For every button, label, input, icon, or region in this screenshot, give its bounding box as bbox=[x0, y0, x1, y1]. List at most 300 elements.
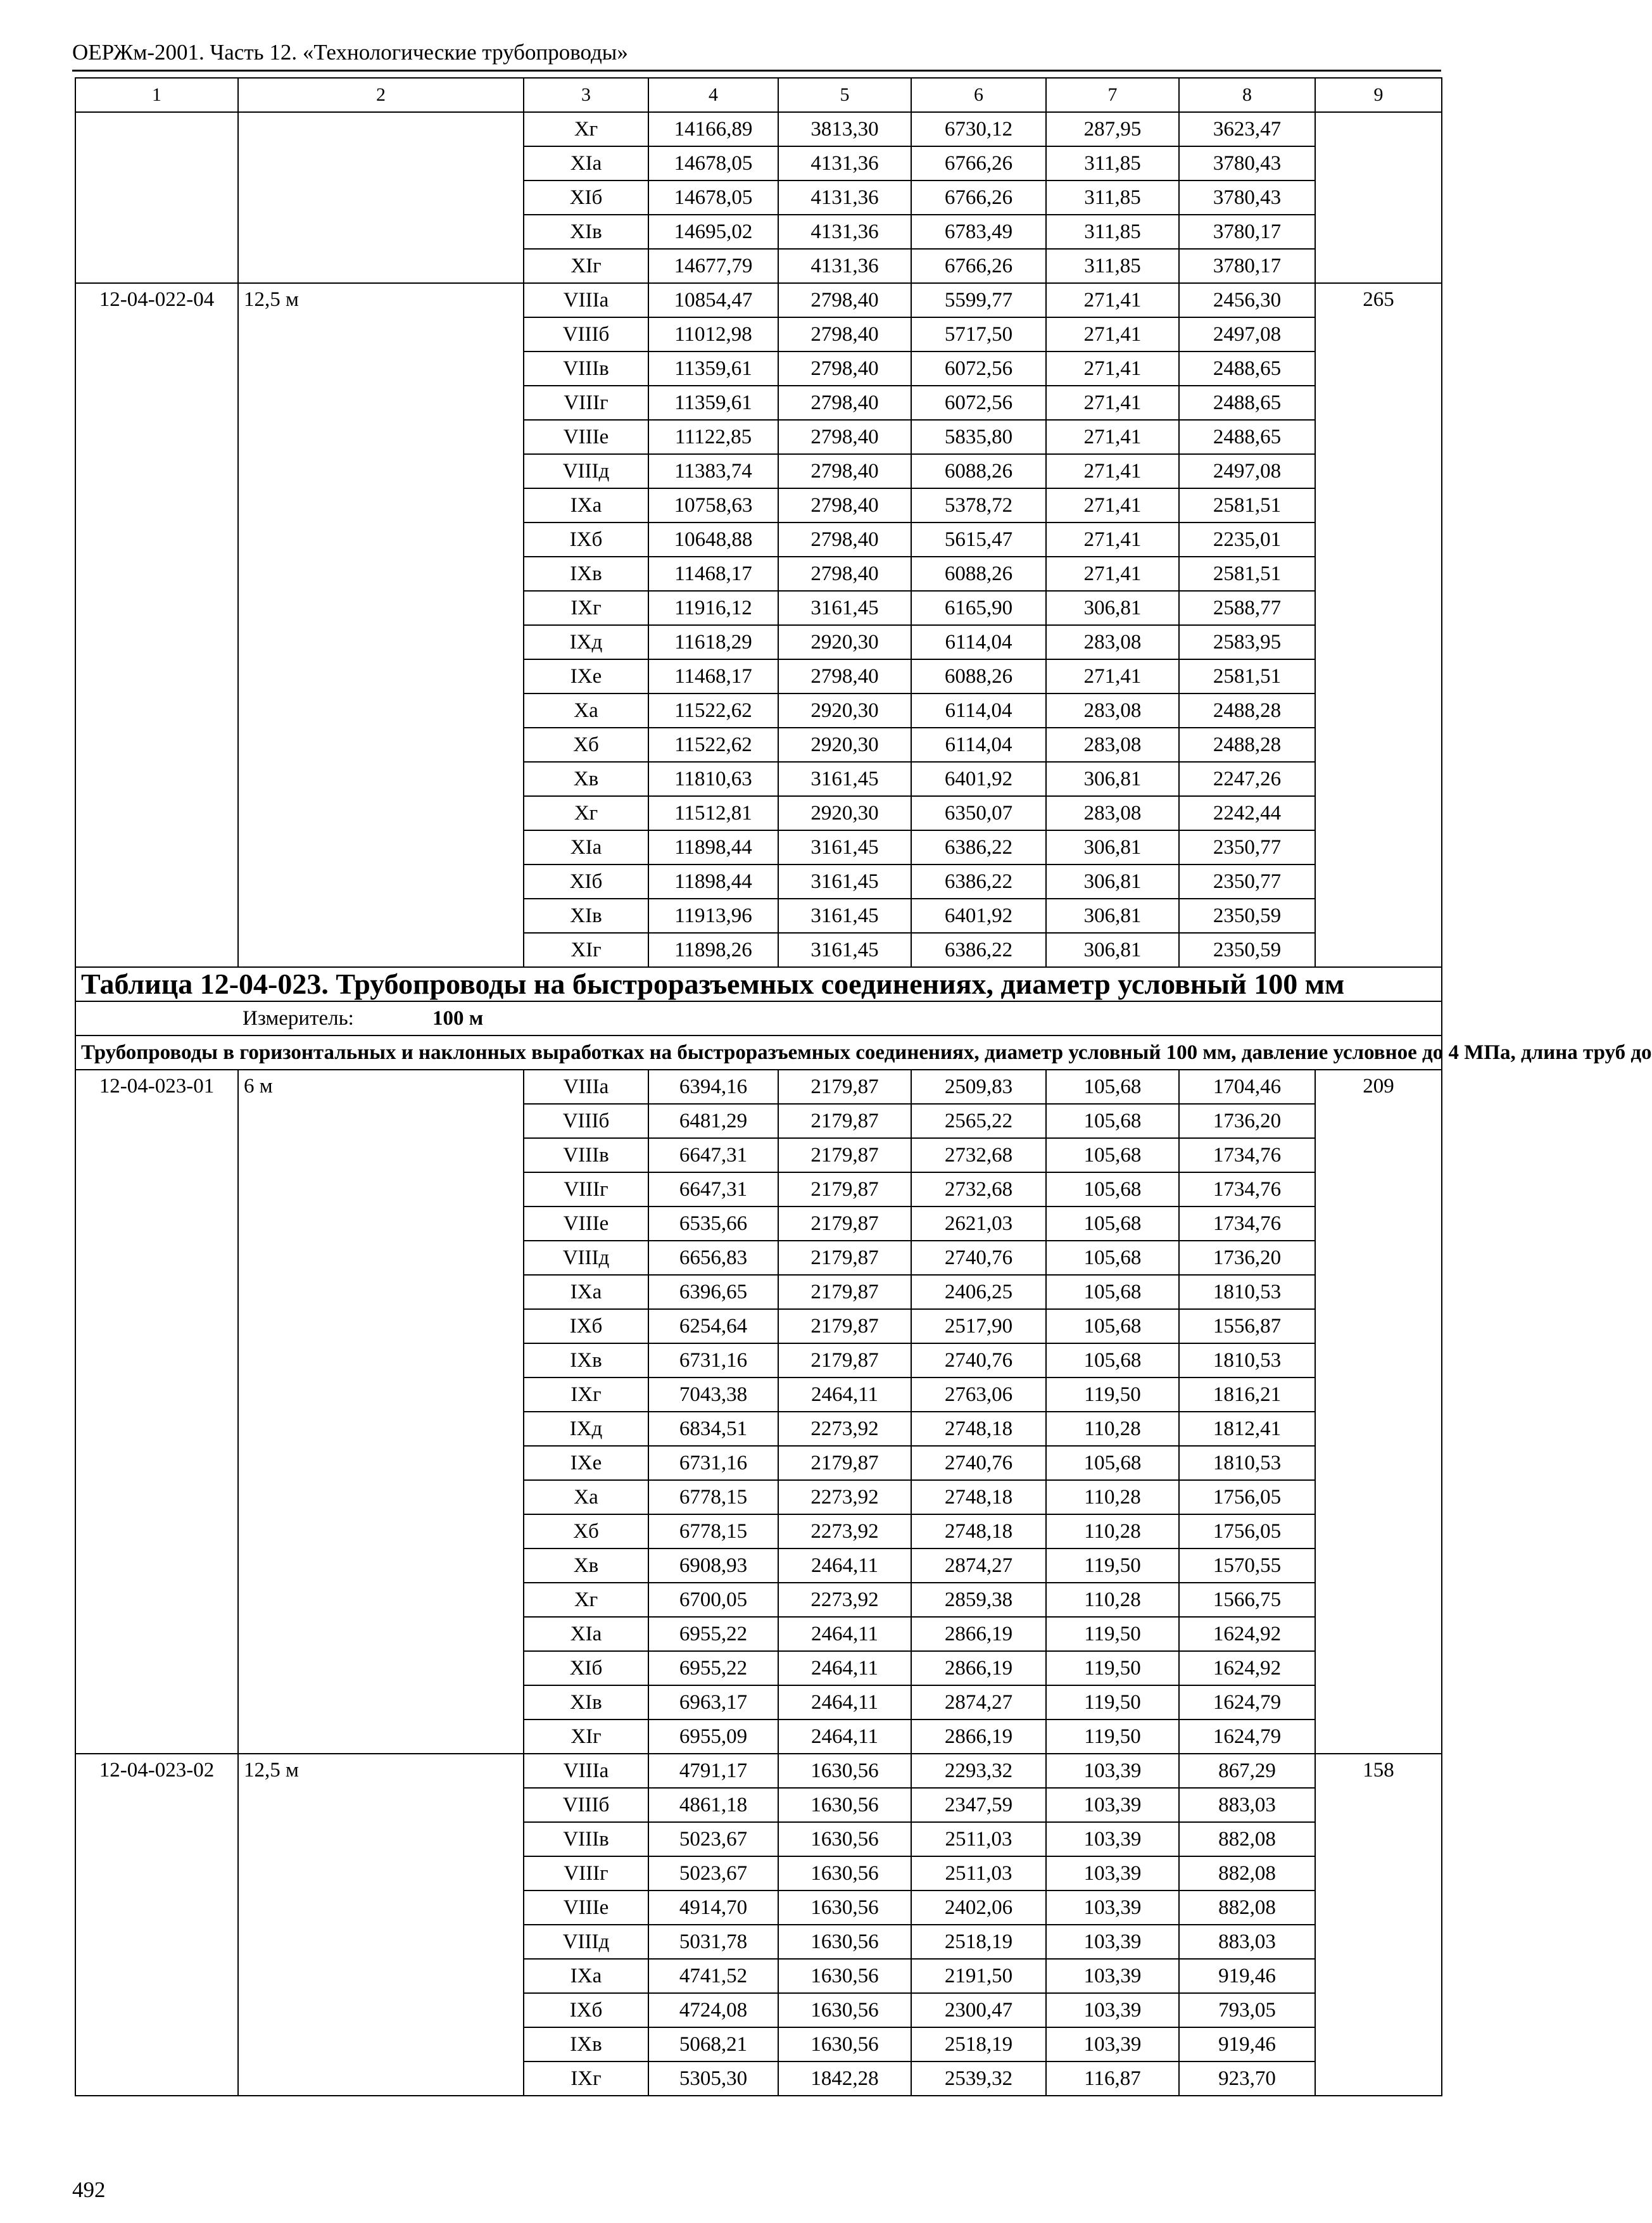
value-cell: 4131,36 bbox=[778, 146, 911, 180]
region-cell: IXа bbox=[524, 488, 648, 522]
value-cell: 2748,18 bbox=[911, 1514, 1046, 1548]
value-cell: 2179,87 bbox=[778, 1138, 911, 1172]
section-heading-row bbox=[75, 1036, 1442, 1070]
value-cell: 283,08 bbox=[1046, 625, 1179, 659]
region-cell: XIа bbox=[524, 146, 648, 180]
value-cell: 2866,19 bbox=[911, 1651, 1046, 1685]
region-cell: IXб bbox=[524, 522, 648, 557]
value-cell: 2179,87 bbox=[778, 1206, 911, 1241]
value-cell: 3780,43 bbox=[1179, 180, 1315, 215]
value-cell: 105,68 bbox=[1046, 1309, 1179, 1343]
value-cell: 2488,65 bbox=[1179, 386, 1315, 420]
region-cell: XIб bbox=[524, 1651, 648, 1685]
value-cell: 6394,16 bbox=[648, 1070, 778, 1104]
region-cell: IXд bbox=[524, 1412, 648, 1446]
value-cell: 2859,38 bbox=[911, 1583, 1046, 1617]
value-cell: 2273,92 bbox=[778, 1514, 911, 1548]
region-cell: VIIIб bbox=[524, 317, 648, 352]
value-cell: 283,08 bbox=[1046, 796, 1179, 830]
region-cell: Xг bbox=[524, 1583, 648, 1617]
region-cell: XIв bbox=[524, 215, 648, 249]
value-cell: 6730,12 bbox=[911, 112, 1046, 146]
value-cell: 5378,72 bbox=[911, 488, 1046, 522]
value-cell: 110,28 bbox=[1046, 1412, 1179, 1446]
value-cell: 2464,11 bbox=[778, 1378, 911, 1412]
value-cell: 6072,56 bbox=[911, 352, 1046, 386]
value-cell: 2497,08 bbox=[1179, 317, 1315, 352]
value-cell: 883,03 bbox=[1179, 1925, 1315, 1959]
value-cell: 2179,87 bbox=[778, 1275, 911, 1309]
value-cell: 306,81 bbox=[1046, 830, 1179, 864]
value-cell: 883,03 bbox=[1179, 1788, 1315, 1822]
value-cell: 311,85 bbox=[1046, 215, 1179, 249]
value-cell: 2488,28 bbox=[1179, 694, 1315, 728]
value-cell: 2866,19 bbox=[911, 1720, 1046, 1754]
value-cell: 306,81 bbox=[1046, 762, 1179, 796]
value-cell: 6401,92 bbox=[911, 762, 1046, 796]
value-cell: 1566,75 bbox=[1179, 1583, 1315, 1617]
value-cell: 867,29 bbox=[1179, 1754, 1315, 1788]
value-cell: 2748,18 bbox=[911, 1412, 1046, 1446]
value-cell: 2511,03 bbox=[911, 1856, 1046, 1890]
value-cell: 2581,51 bbox=[1179, 488, 1315, 522]
column-number: 1 bbox=[75, 78, 238, 112]
region-cell: XIв bbox=[524, 899, 648, 933]
region-cell: XIб bbox=[524, 180, 648, 215]
value-cell: 306,81 bbox=[1046, 933, 1179, 967]
region-cell: IXв bbox=[524, 557, 648, 591]
value-cell: 2350,59 bbox=[1179, 933, 1315, 967]
region-cell: Xб bbox=[524, 1514, 648, 1548]
value-cell: 1842,28 bbox=[778, 2062, 911, 2096]
rate-code-cell: 12-04-022-04 bbox=[75, 283, 238, 967]
value-cell: 2798,40 bbox=[778, 283, 911, 317]
value-cell: 6535,66 bbox=[648, 1206, 778, 1241]
value-cell: 2179,87 bbox=[778, 1070, 911, 1104]
value-cell: 6114,04 bbox=[911, 728, 1046, 762]
value-cell: 4791,17 bbox=[648, 1754, 778, 1788]
value-cell: 2242,44 bbox=[1179, 796, 1315, 830]
region-cell: XIа bbox=[524, 1617, 648, 1651]
rate-code-cell: 12-04-023-02 bbox=[75, 1754, 238, 2096]
region-cell: IXа bbox=[524, 1275, 648, 1309]
value-cell: 271,41 bbox=[1046, 557, 1179, 591]
value-cell: 919,46 bbox=[1179, 1959, 1315, 1993]
value-cell: 2565,22 bbox=[911, 1104, 1046, 1138]
value-cell: 11898,26 bbox=[648, 933, 778, 967]
section-heading: Трубопроводы в горизонтальных и наклонных выработках на быстроразъемных соединениях, диаметр условный 100 мм, давление условное до 4 МПа, длина труб до bbox=[75, 1036, 1442, 1070]
region-cell: VIIIв bbox=[524, 352, 648, 386]
value-cell: 1624,92 bbox=[1179, 1651, 1315, 1685]
value-cell: 306,81 bbox=[1046, 899, 1179, 933]
value-cell: 2798,40 bbox=[778, 386, 911, 420]
region-cell: Xг bbox=[524, 112, 648, 146]
value-cell: 2273,92 bbox=[778, 1480, 911, 1514]
value-cell: 2235,01 bbox=[1179, 522, 1315, 557]
value-cell: 119,50 bbox=[1046, 1617, 1179, 1651]
column-number: 6 bbox=[911, 78, 1046, 112]
value-cell: 119,50 bbox=[1046, 1378, 1179, 1412]
value-cell: 2179,87 bbox=[778, 1241, 911, 1275]
value-cell: 119,50 bbox=[1046, 1651, 1179, 1685]
value-cell: 2518,19 bbox=[911, 2027, 1046, 2062]
value-cell: 2456,30 bbox=[1179, 283, 1315, 317]
value-cell: 14678,05 bbox=[648, 146, 778, 180]
region-cell: XIг bbox=[524, 249, 648, 283]
table-row bbox=[75, 112, 1442, 146]
value-cell: 6401,92 bbox=[911, 899, 1046, 933]
region-cell: VIIIд bbox=[524, 1241, 648, 1275]
value-cell: 6955,09 bbox=[648, 1720, 778, 1754]
value-cell: 110,28 bbox=[1046, 1583, 1179, 1617]
value-cell: 2464,11 bbox=[778, 1548, 911, 1583]
value-cell: 1736,20 bbox=[1179, 1104, 1315, 1138]
value-cell: 2763,06 bbox=[911, 1378, 1046, 1412]
value-cell: 11359,61 bbox=[648, 386, 778, 420]
value-cell: 793,05 bbox=[1179, 1993, 1315, 2027]
table-title-row bbox=[75, 967, 1442, 1001]
value-cell: 10854,47 bbox=[648, 283, 778, 317]
rate-name-cell: 6 м bbox=[238, 1070, 524, 1754]
value-cell: 882,08 bbox=[1179, 1890, 1315, 1925]
value-cell: 2300,47 bbox=[911, 1993, 1046, 2027]
value-cell: 6647,31 bbox=[648, 1172, 778, 1206]
value-cell: 119,50 bbox=[1046, 1720, 1179, 1754]
value-cell: 2798,40 bbox=[778, 317, 911, 352]
value-cell: 6766,26 bbox=[911, 146, 1046, 180]
value-cell: 11359,61 bbox=[648, 352, 778, 386]
value-cell: 1734,76 bbox=[1179, 1206, 1315, 1241]
value-cell: 103,39 bbox=[1046, 1822, 1179, 1856]
table-title: Таблица 12-04-023. Трубопроводы на быстроразъемных соединениях, диаметр условный 100 мм bbox=[75, 967, 1442, 1001]
value-cell: 2511,03 bbox=[911, 1822, 1046, 1856]
value-cell: 2179,87 bbox=[778, 1343, 911, 1378]
meter-row bbox=[75, 1001, 1442, 1036]
value-cell: 3780,43 bbox=[1179, 146, 1315, 180]
value-cell: 3780,17 bbox=[1179, 249, 1315, 283]
value-cell: 6114,04 bbox=[911, 625, 1046, 659]
column-number: 9 bbox=[1315, 78, 1442, 112]
value-cell: 1624,92 bbox=[1179, 1617, 1315, 1651]
value-cell: 1736,20 bbox=[1179, 1241, 1315, 1275]
value-cell: 2247,26 bbox=[1179, 762, 1315, 796]
column-number: 5 bbox=[778, 78, 911, 112]
value-cell: 3161,45 bbox=[778, 933, 911, 967]
value-cell: 6731,16 bbox=[648, 1343, 778, 1378]
value-cell: 6783,49 bbox=[911, 215, 1046, 249]
rate-name-cell: 12,5 м bbox=[238, 283, 524, 967]
value-cell: 6778,15 bbox=[648, 1480, 778, 1514]
region-cell: IXг bbox=[524, 2062, 648, 2096]
value-cell: 6955,22 bbox=[648, 1651, 778, 1685]
value-cell: 3780,17 bbox=[1179, 215, 1315, 249]
column-number-row bbox=[75, 78, 1442, 112]
value-cell: 2798,40 bbox=[778, 522, 911, 557]
col9-cell: 209 bbox=[1315, 1070, 1442, 1754]
value-cell: 6700,05 bbox=[648, 1583, 778, 1617]
region-cell: IXг bbox=[524, 1378, 648, 1412]
value-cell: 1624,79 bbox=[1179, 1685, 1315, 1720]
value-cell: 110,28 bbox=[1046, 1480, 1179, 1514]
value-cell: 2293,32 bbox=[911, 1754, 1046, 1788]
value-cell: 11468,17 bbox=[648, 659, 778, 694]
region-cell: Xв bbox=[524, 762, 648, 796]
page-header: ОЕРЖм-2001. Часть 12. «Технологические трубопроводы» bbox=[72, 39, 1441, 72]
value-cell: 306,81 bbox=[1046, 864, 1179, 899]
value-cell: 11913,96 bbox=[648, 899, 778, 933]
value-cell: 2497,08 bbox=[1179, 454, 1315, 488]
value-cell: 1630,56 bbox=[778, 1856, 911, 1890]
value-cell: 287,95 bbox=[1046, 112, 1179, 146]
value-cell: 2920,30 bbox=[778, 796, 911, 830]
value-cell: 1630,56 bbox=[778, 1993, 911, 2027]
value-cell: 11122,85 bbox=[648, 420, 778, 454]
value-cell: 6386,22 bbox=[911, 830, 1046, 864]
value-cell: 2798,40 bbox=[778, 659, 911, 694]
value-cell: 271,41 bbox=[1046, 454, 1179, 488]
region-cell: IXе bbox=[524, 1446, 648, 1480]
value-cell: 103,39 bbox=[1046, 1754, 1179, 1788]
column-number: 2 bbox=[238, 78, 524, 112]
value-cell: 4131,36 bbox=[778, 180, 911, 215]
value-cell: 2464,11 bbox=[778, 1651, 911, 1685]
value-cell: 6778,15 bbox=[648, 1514, 778, 1548]
value-cell: 283,08 bbox=[1046, 694, 1179, 728]
value-cell: 11522,62 bbox=[648, 728, 778, 762]
value-cell: 1624,79 bbox=[1179, 1720, 1315, 1754]
value-cell: 5023,67 bbox=[648, 1822, 778, 1856]
value-cell: 103,39 bbox=[1046, 1890, 1179, 1925]
value-cell: 1816,21 bbox=[1179, 1378, 1315, 1412]
value-cell: 2464,11 bbox=[778, 1720, 911, 1754]
region-cell: IXа bbox=[524, 1959, 648, 1993]
region-cell: Xб bbox=[524, 728, 648, 762]
value-cell: 103,39 bbox=[1046, 1856, 1179, 1890]
value-cell: 271,41 bbox=[1046, 352, 1179, 386]
page-number: 492 bbox=[72, 2177, 106, 2202]
value-cell: 103,39 bbox=[1046, 2027, 1179, 2062]
value-cell: 2509,83 bbox=[911, 1070, 1046, 1104]
value-cell: 3161,45 bbox=[778, 864, 911, 899]
value-cell: 1704,46 bbox=[1179, 1070, 1315, 1104]
value-cell: 6656,83 bbox=[648, 1241, 778, 1275]
region-cell: VIIIв bbox=[524, 1138, 648, 1172]
value-cell: 119,50 bbox=[1046, 1548, 1179, 1583]
col9-cell: 158 bbox=[1315, 1754, 1442, 2096]
value-cell: 14677,79 bbox=[648, 249, 778, 283]
region-cell: XIб bbox=[524, 864, 648, 899]
value-cell: 2866,19 bbox=[911, 1617, 1046, 1651]
value-cell: 5599,77 bbox=[911, 283, 1046, 317]
value-cell: 6386,22 bbox=[911, 864, 1046, 899]
value-cell: 105,68 bbox=[1046, 1275, 1179, 1309]
value-cell: 923,70 bbox=[1179, 2062, 1315, 2096]
value-cell: 14166,89 bbox=[648, 112, 778, 146]
region-cell: VIIIе bbox=[524, 1890, 648, 1925]
value-cell: 2583,95 bbox=[1179, 625, 1315, 659]
value-cell: 1630,56 bbox=[778, 1925, 911, 1959]
value-cell: 1570,55 bbox=[1179, 1548, 1315, 1583]
region-cell: XIг bbox=[524, 933, 648, 967]
value-cell: 11522,62 bbox=[648, 694, 778, 728]
value-cell: 10648,88 bbox=[648, 522, 778, 557]
value-cell: 4131,36 bbox=[778, 249, 911, 283]
value-cell: 6766,26 bbox=[911, 180, 1046, 215]
value-cell: 10758,63 bbox=[648, 488, 778, 522]
value-cell: 2581,51 bbox=[1179, 659, 1315, 694]
value-cell: 7043,38 bbox=[648, 1378, 778, 1412]
region-cell: VIIIб bbox=[524, 1104, 648, 1138]
region-cell: IXд bbox=[524, 625, 648, 659]
region-cell: VIIIб bbox=[524, 1788, 648, 1822]
value-cell: 271,41 bbox=[1046, 386, 1179, 420]
value-cell: 2191,50 bbox=[911, 1959, 1046, 1993]
value-cell: 3161,45 bbox=[778, 899, 911, 933]
region-cell: IXв bbox=[524, 2027, 648, 2062]
value-cell: 1734,76 bbox=[1179, 1138, 1315, 1172]
value-cell: 2488,65 bbox=[1179, 420, 1315, 454]
region-cell: VIIIе bbox=[524, 1206, 648, 1241]
value-cell: 11898,44 bbox=[648, 830, 778, 864]
value-cell: 105,68 bbox=[1046, 1172, 1179, 1206]
column-number: 7 bbox=[1046, 78, 1179, 112]
value-cell: 5023,67 bbox=[648, 1856, 778, 1890]
value-cell: 2740,76 bbox=[911, 1446, 1046, 1480]
value-cell: 6731,16 bbox=[648, 1446, 778, 1480]
value-cell: 4914,70 bbox=[648, 1890, 778, 1925]
region-cell: VIIIд bbox=[524, 454, 648, 488]
region-cell: XIв bbox=[524, 1685, 648, 1720]
value-cell: 2798,40 bbox=[778, 488, 911, 522]
value-cell: 2748,18 bbox=[911, 1480, 1046, 1514]
value-cell: 105,68 bbox=[1046, 1070, 1179, 1104]
value-cell: 103,39 bbox=[1046, 1788, 1179, 1822]
region-cell: Xг bbox=[524, 796, 648, 830]
col9-cell bbox=[1315, 112, 1442, 283]
value-cell: 311,85 bbox=[1046, 180, 1179, 215]
region-cell: VIIIе bbox=[524, 420, 648, 454]
value-cell: 5068,21 bbox=[648, 2027, 778, 2062]
value-cell: 6114,04 bbox=[911, 694, 1046, 728]
value-cell: 5717,50 bbox=[911, 317, 1046, 352]
value-cell: 2273,92 bbox=[778, 1583, 911, 1617]
value-cell: 2518,19 bbox=[911, 1925, 1046, 1959]
value-cell: 2798,40 bbox=[778, 420, 911, 454]
value-cell: 6165,90 bbox=[911, 591, 1046, 625]
value-cell: 306,81 bbox=[1046, 591, 1179, 625]
value-cell: 311,85 bbox=[1046, 249, 1179, 283]
value-cell: 105,68 bbox=[1046, 1446, 1179, 1480]
value-cell: 311,85 bbox=[1046, 146, 1179, 180]
table-row bbox=[75, 1070, 1442, 1104]
value-cell: 1630,56 bbox=[778, 1788, 911, 1822]
value-cell: 1812,41 bbox=[1179, 1412, 1315, 1446]
region-cell: IXв bbox=[524, 1343, 648, 1378]
value-cell: 116,87 bbox=[1046, 2062, 1179, 2096]
value-cell: 105,68 bbox=[1046, 1206, 1179, 1241]
region-cell: XIа bbox=[524, 830, 648, 864]
value-cell: 2350,77 bbox=[1179, 830, 1315, 864]
value-cell: 2920,30 bbox=[778, 728, 911, 762]
value-cell: 2406,25 bbox=[911, 1275, 1046, 1309]
region-cell: VIIIг bbox=[524, 1856, 648, 1890]
rate-name-cell bbox=[238, 112, 524, 283]
value-cell: 2798,40 bbox=[778, 557, 911, 591]
value-cell: 1734,76 bbox=[1179, 1172, 1315, 1206]
value-cell: 1630,56 bbox=[778, 1754, 911, 1788]
value-cell: 1810,53 bbox=[1179, 1446, 1315, 1480]
value-cell: 882,08 bbox=[1179, 1856, 1315, 1890]
meter-cell bbox=[75, 1001, 1442, 1036]
value-cell: 6908,93 bbox=[648, 1548, 778, 1583]
value-cell: 2179,87 bbox=[778, 1309, 911, 1343]
value-cell: 6834,51 bbox=[648, 1412, 778, 1446]
value-cell: 2488,65 bbox=[1179, 352, 1315, 386]
value-cell: 2464,11 bbox=[778, 1617, 911, 1651]
value-cell: 2621,03 bbox=[911, 1206, 1046, 1241]
region-cell: VIIIа bbox=[524, 1070, 648, 1104]
value-cell: 2732,68 bbox=[911, 1172, 1046, 1206]
value-cell: 103,39 bbox=[1046, 1993, 1179, 2027]
value-cell: 11468,17 bbox=[648, 557, 778, 591]
rate-code-cell: 12-04-023-01 bbox=[75, 1070, 238, 1754]
table-row bbox=[75, 283, 1442, 317]
value-cell: 6088,26 bbox=[911, 454, 1046, 488]
value-cell: 271,41 bbox=[1046, 488, 1179, 522]
column-number: 3 bbox=[524, 78, 648, 112]
value-cell: 6254,64 bbox=[648, 1309, 778, 1343]
value-cell: 119,50 bbox=[1046, 1685, 1179, 1720]
region-cell: IXе bbox=[524, 659, 648, 694]
value-cell: 4724,08 bbox=[648, 1993, 778, 2027]
value-cell: 4131,36 bbox=[778, 215, 911, 249]
region-cell: VIIIа bbox=[524, 1754, 648, 1788]
value-cell: 5615,47 bbox=[911, 522, 1046, 557]
value-cell: 6072,56 bbox=[911, 386, 1046, 420]
value-cell: 105,68 bbox=[1046, 1104, 1179, 1138]
value-cell: 11618,29 bbox=[648, 625, 778, 659]
value-cell: 2581,51 bbox=[1179, 557, 1315, 591]
region-cell: VIIIв bbox=[524, 1822, 648, 1856]
value-cell: 11916,12 bbox=[648, 591, 778, 625]
value-cell: 919,46 bbox=[1179, 2027, 1315, 2062]
value-cell: 3161,45 bbox=[778, 591, 911, 625]
value-cell: 14695,02 bbox=[648, 215, 778, 249]
region-cell: IXг bbox=[524, 591, 648, 625]
value-cell: 1556,87 bbox=[1179, 1309, 1315, 1343]
value-cell: 2874,27 bbox=[911, 1548, 1046, 1583]
region-cell: VIIIг bbox=[524, 1172, 648, 1206]
value-cell: 6481,29 bbox=[648, 1104, 778, 1138]
value-cell: 2539,32 bbox=[911, 2062, 1046, 2096]
value-cell: 110,28 bbox=[1046, 1514, 1179, 1548]
value-cell: 5031,78 bbox=[648, 1925, 778, 1959]
value-cell: 1756,05 bbox=[1179, 1514, 1315, 1548]
value-cell: 3813,30 bbox=[778, 112, 911, 146]
region-cell: Xа bbox=[524, 694, 648, 728]
value-cell: 2347,59 bbox=[911, 1788, 1046, 1822]
value-cell: 271,41 bbox=[1046, 317, 1179, 352]
rate-code-cell bbox=[75, 112, 238, 283]
value-cell: 2517,90 bbox=[911, 1309, 1046, 1343]
value-cell: 4861,18 bbox=[648, 1788, 778, 1822]
value-cell: 11383,74 bbox=[648, 454, 778, 488]
value-cell: 1630,56 bbox=[778, 1822, 911, 1856]
region-cell: VIIIд bbox=[524, 1925, 648, 1959]
value-cell: 2740,76 bbox=[911, 1343, 1046, 1378]
value-cell: 14678,05 bbox=[648, 180, 778, 215]
value-cell: 105,68 bbox=[1046, 1138, 1179, 1172]
